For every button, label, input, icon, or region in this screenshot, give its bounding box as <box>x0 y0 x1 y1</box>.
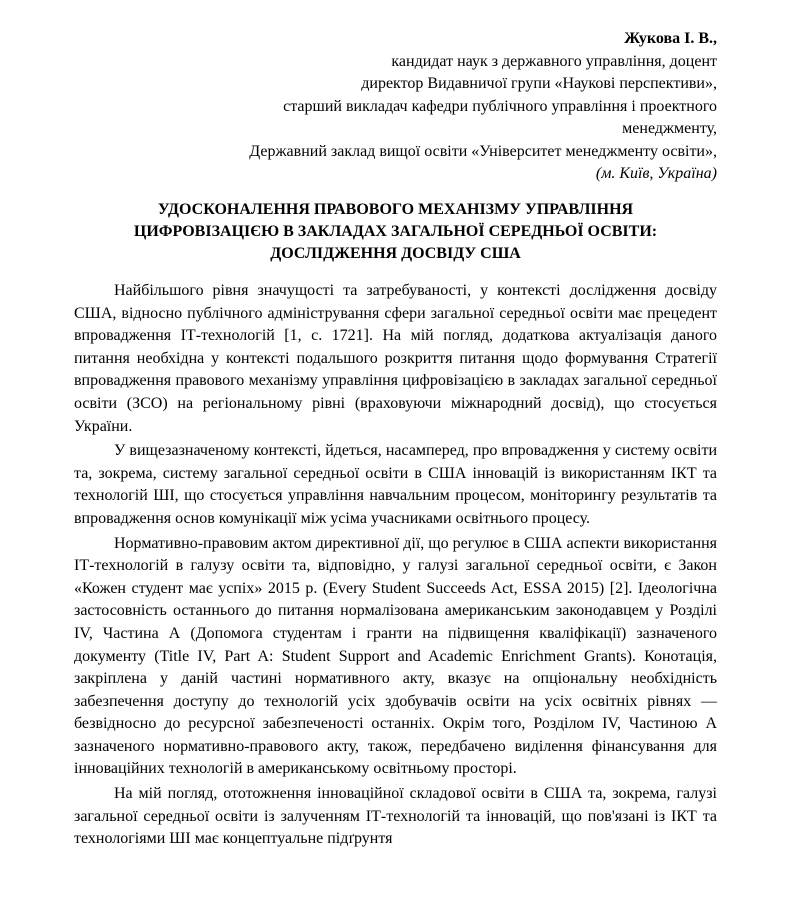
article-title <box>74 199 717 265</box>
author-location: (м. Київ, Україна) <box>595 165 717 182</box>
body-paragraph: На мій погляд, ототожнення інноваційної складової освіти в США та, зокрема, галузі загальної середньої освіти із залученням ІТ-технологій та інновацій, що пов'язані із ІКТ та технологіями ШІ має концептуальне підґрунтя <box>74 785 717 848</box>
article-title-line: УДОСКОНАЛЕННЯ ПРАВОВОГО МЕХАНІЗМУ УПРАВЛІННЯ <box>157 201 634 218</box>
author-position-lecturer: старший викладач кафедри публічного управління і проектного <box>283 97 717 115</box>
body-paragraph: У вищезазначеному контексті, йдеться, насамперед, про впровадження у систему освіти та, зокрема, систему загальної середньої освіти в США інновацій із використанням ІКТ та технологій ШІ, що стосується управління навчальним процесом, моніторингу результатів та впровадження основ комунікації між усіма учасниками освітнього процесу. <box>74 442 717 527</box>
author-position-director: директор Видавничої групи «Наукові перспективи», <box>361 75 717 92</box>
author-block <box>117 28 717 186</box>
article-title-line: ЦИФРОВІЗАЦІЄЮ В ЗАКЛАДАХ ЗАГАЛЬНОЇ СЕРЕДНЬОЇ ОСВІТИ: <box>133 223 658 240</box>
article-title-line: ДОСЛІДЖЕННЯ ДОСВІДУ США <box>270 245 521 262</box>
body-paragraph: Найбільшого рівня значущості та затребуваності, у контексті дослідження досвіду США, відносно публічного адміністрування сфери загальної середньої освіти має прецедент впровадження ІТ-технологій [1, с. 1721]. На мій погляд, додаткова актуалізація даного питання необхідна у контексті подальшого розкриття питання щодо формування Стратегії впровадження правового механізму управління цифровізацією в закладах загальної середньої освіти (ЗСО) на регіональному рівні (враховуючи міжнародний досвід), що стосується України. <box>74 282 717 435</box>
author-name: Жукова І. В., <box>624 30 717 47</box>
author-degree: кандидат наук з державного управління, доцент <box>391 52 717 70</box>
body-paragraph: Нормативно-правовим актом директивної дії, що регулює в США аспекти використання ІТ-технологій в галузу освіти та, відповідно, у галузі загальної середньої освіти, є Закон «Кожен студент має успіх» 2015 р. (Every Student Succeeds Act, ESSA 2015) [2]. Ідеологічна застосовність останнього до питання нормалізована американським законодавцем у Розділі IV, Частина А (Допомога студентам і гранти на підвищення кваліфікації) зазначеного документу (Title IV, Part A: Student Support and Academic Enrichment Grants). Конотація, закріплена у даній частині нормативного акту, вказує на опціональну необхідність забезпечення доступу до технологій усіх здобувачів освіти на усіх освітніх рівнях — безвідносно до ресурсної забезпеченості останніх. Окрім того, Розділом IV, Частиною А зазначеного нормативно-правового акту, також, передбачено виділення фінансування для інноваційних технологій в американському освітньому просторі. <box>74 534 717 778</box>
author-position-department: менеджменту, <box>622 120 717 137</box>
article-body <box>74 280 717 853</box>
author-institution: Державний заклад вищої освіти «Університет менеджменту освіти», <box>249 142 717 160</box>
